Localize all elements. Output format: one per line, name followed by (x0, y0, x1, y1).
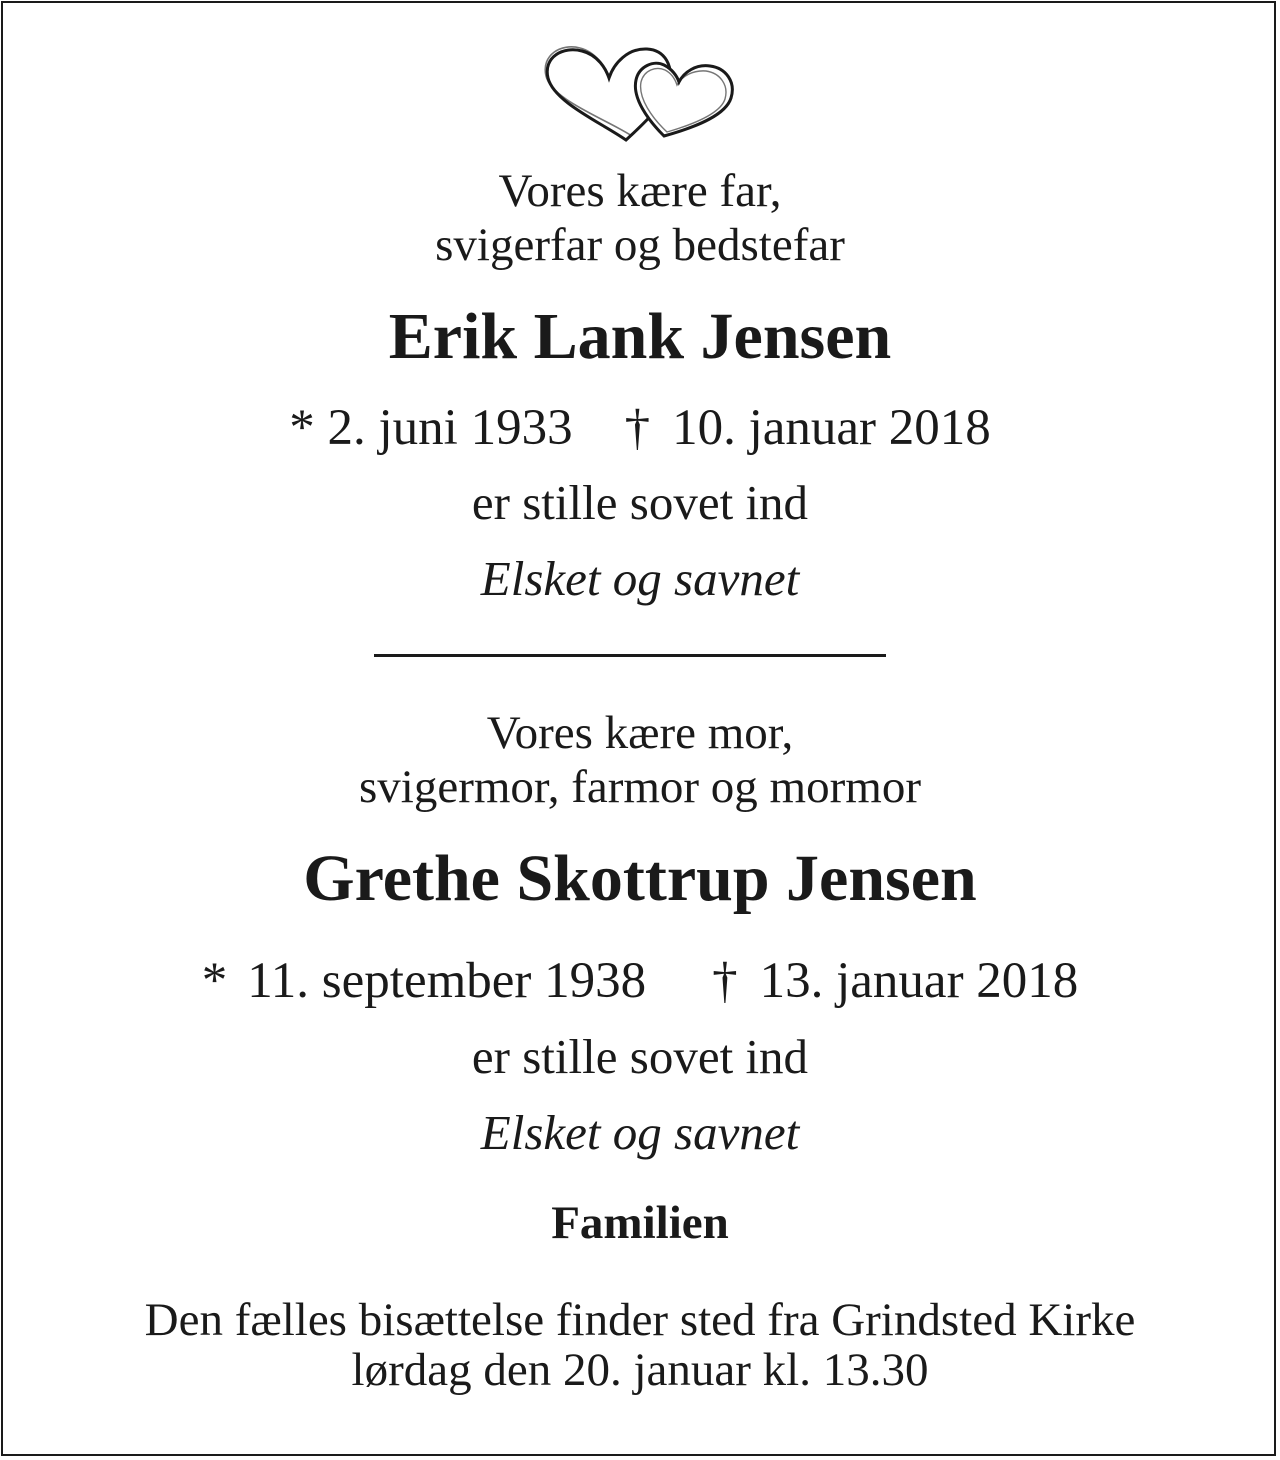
birth-date: 11. september 1938 (247, 953, 647, 1009)
status-text-1: er stille sovet ind (471, 475, 809, 530)
death-symbol: † (624, 400, 651, 456)
funeral-line-1: Den fælles bisættelse finder sted fra Grindsted Kirke (144, 1294, 1136, 1346)
intro-line-1: Vores kære far, (498, 165, 782, 217)
dates-line-1 (0, 400, 1280, 456)
deceased-name-2: Grethe Skottrup Jensen (303, 842, 977, 915)
deceased-name-1: Erik Lank Jensen (388, 300, 892, 373)
divider-line (374, 654, 886, 657)
status-text-2: er stille sovet ind (471, 1029, 809, 1084)
death-date: 13. januar 2018 (759, 953, 1079, 1009)
death-symbol: † (712, 953, 738, 1009)
born-symbol: * (201, 953, 228, 1009)
intro-line-2: svigerfar og bedstefar (435, 219, 845, 271)
birth-date: 2. juni 1933 (327, 400, 573, 456)
motto-2: Elsket og savnet (480, 1105, 800, 1160)
born-symbol: * (289, 400, 315, 456)
signature: Familien (551, 1197, 729, 1249)
motto-1: Elsket og savnet (480, 551, 800, 606)
double-hearts-icon (540, 40, 740, 144)
funeral-line-2: lørdag den 20. januar kl. 13.30 (351, 1344, 929, 1396)
intro-line-4: svigermor, farmor og mormor (359, 761, 921, 813)
intro-line-3: Vores kære mor, (486, 707, 794, 759)
death-date: 10. januar 2018 (672, 400, 991, 456)
dates-line-2 (0, 953, 1280, 1009)
